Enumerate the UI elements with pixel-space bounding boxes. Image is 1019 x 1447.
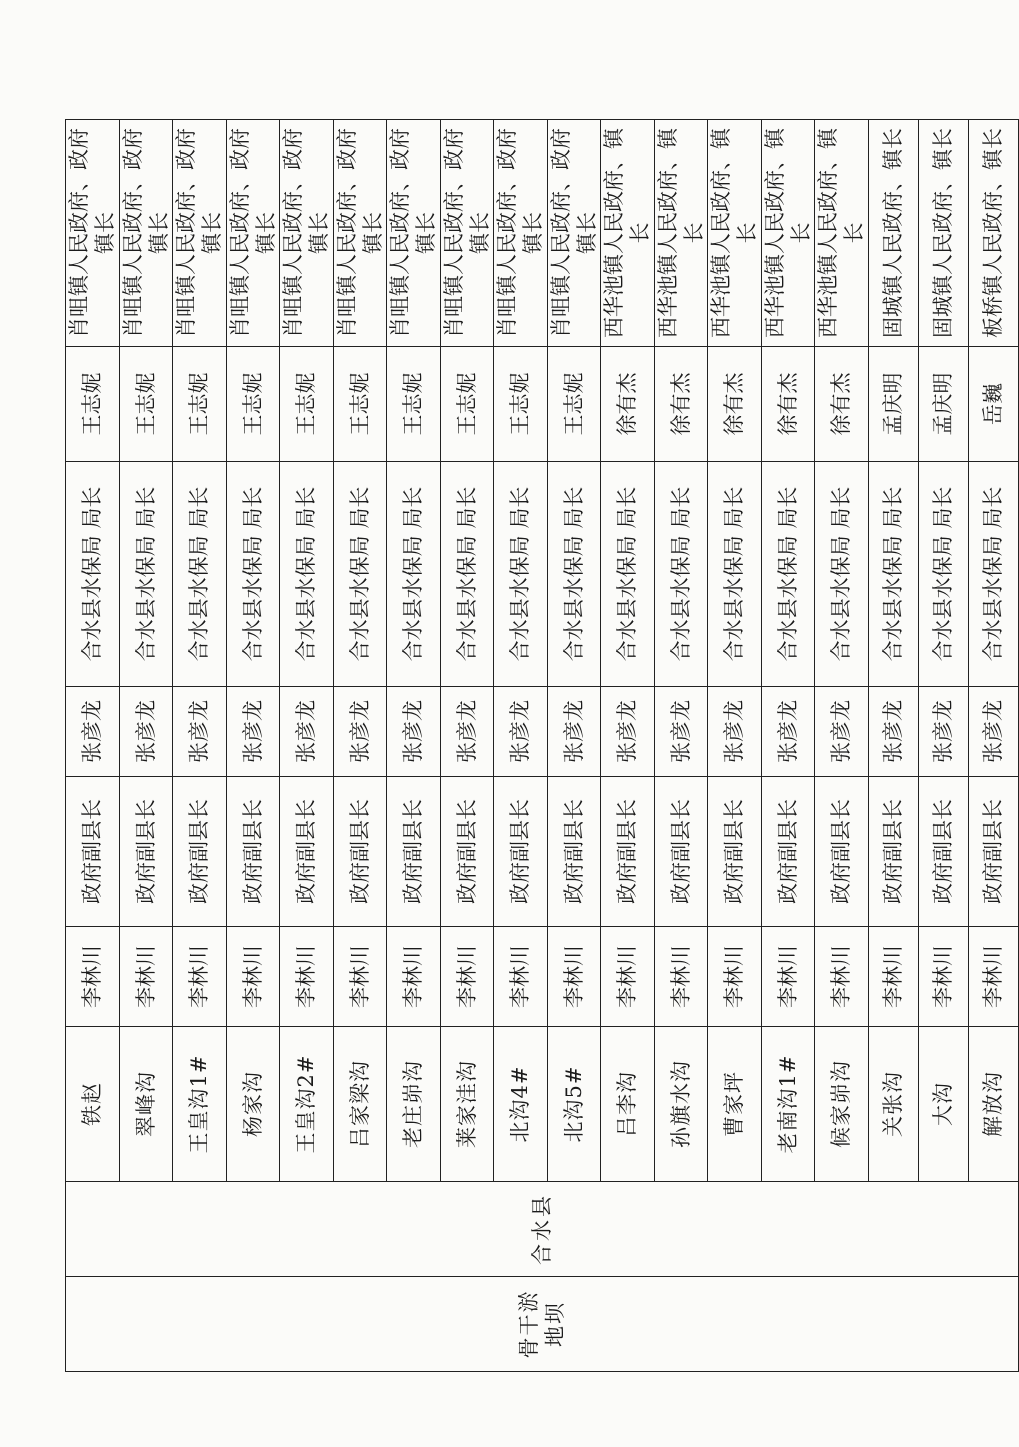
tech-leader-cell: 张彦龙 xyxy=(173,687,227,777)
tech-leader-cell: 张彦龙 xyxy=(119,687,173,777)
tech-leader-title-cell: 合水县水保局 局长 xyxy=(708,462,762,687)
dam-responsibility-table xyxy=(65,119,1019,1372)
dam-name-cell: 解放沟 xyxy=(968,1027,1018,1182)
county-leader-cell: 李林川 xyxy=(387,927,441,1027)
dam-name-cell: 王皇沟2# xyxy=(280,1027,334,1182)
tech-leader-cell: 张彦龙 xyxy=(654,687,708,777)
dam-name-cell: 北沟5# xyxy=(547,1027,601,1182)
tech-leader-title-cell: 合水县水保局 局长 xyxy=(66,462,120,687)
town-leader-title-cell: 固城镇人民政府、镇长 xyxy=(868,120,918,347)
county-leader-cell: 李林川 xyxy=(280,927,334,1027)
town-leader-title-cell: 肖咀镇人民政府、政府镇长 xyxy=(280,120,334,347)
town-leader-title-cell: 肖咀镇人民政府、政府镇长 xyxy=(119,120,173,347)
tech-leader-cell: 张彦龙 xyxy=(968,687,1018,777)
town-leader-cell: 王志妮 xyxy=(119,347,173,462)
tech-leader-title-cell: 合水县水保局 局长 xyxy=(173,462,227,687)
town-leader-cell: 王志妮 xyxy=(387,347,441,462)
county-leader-title-cell: 政府副县长 xyxy=(280,777,334,927)
town-leader-title-cell: 肖咀镇人民政府、政府镇长 xyxy=(547,120,601,347)
tech-leader-cell: 张彦龙 xyxy=(494,687,548,777)
county-leader-cell: 李林川 xyxy=(918,927,968,1027)
county-leader-title-cell: 政府副县长 xyxy=(918,777,968,927)
dam-name-cell: 吕家梁沟 xyxy=(333,1027,387,1182)
dam-name-cell: 老南沟1# xyxy=(761,1027,815,1182)
town-leader-cell: 王志妮 xyxy=(333,347,387,462)
town-leader-title-cell: 肖咀镇人民政府、政府镇长 xyxy=(333,120,387,347)
town-leader-title-cell: 肖咀镇人民政府、政府镇长 xyxy=(66,120,120,347)
tech-leader-title-cell: 合水县水保局 局长 xyxy=(968,462,1018,687)
town-leader-cell: 徐有杰 xyxy=(601,347,655,462)
county-leader-title-cell: 政府副县长 xyxy=(547,777,601,927)
county-leader-cell: 李林川 xyxy=(815,927,869,1027)
tech-leader-cell: 张彦龙 xyxy=(868,687,918,777)
town-leader-title-cell: 肖咀镇人民政府、政府镇长 xyxy=(387,120,441,347)
county-leader-title-cell: 政府副县长 xyxy=(968,777,1018,927)
county-leader-cell: 李林川 xyxy=(547,927,601,1027)
town-leader-cell: 孟庆明 xyxy=(918,347,968,462)
county-leader-cell: 李林川 xyxy=(173,927,227,1027)
town-leader-title-cell: 肖咀镇人民政府、政府镇长 xyxy=(226,120,280,347)
county-leader-title-cell: 政府副县长 xyxy=(66,777,120,927)
rotated-table-frame xyxy=(65,120,1005,1372)
county-leader-title-cell: 政府副县长 xyxy=(494,777,548,927)
county-leader-title-cell: 政府副县长 xyxy=(440,777,494,927)
tech-leader-cell: 张彦龙 xyxy=(815,687,869,777)
county-leader-title-cell: 政府副县长 xyxy=(333,777,387,927)
tech-leader-cell: 张彦龙 xyxy=(761,687,815,777)
tech-leader-title-cell: 合水县水保局 局长 xyxy=(440,462,494,687)
tech-leader-title-cell: 合水县水保局 局长 xyxy=(494,462,548,687)
dam-name-cell: 翠峰沟 xyxy=(119,1027,173,1182)
tech-leader-title-cell: 合水县水保局 局长 xyxy=(333,462,387,687)
town-leader-title-cell: 板桥镇人民政府、镇长 xyxy=(968,120,1018,347)
county-leader-title-cell: 政府副县长 xyxy=(761,777,815,927)
county-leader-title-cell: 政府副县长 xyxy=(654,777,708,927)
town-leader-cell: 孟庆明 xyxy=(868,347,918,462)
town-leader-title-cell: 西华池镇人民政府、镇长 xyxy=(708,120,762,347)
town-leader-title-cell: 西华池镇人民政府、镇长 xyxy=(815,120,869,347)
county-leader-cell: 李林川 xyxy=(761,927,815,1027)
tech-leader-cell: 张彦龙 xyxy=(708,687,762,777)
dam-name-cell: 莱家洼沟 xyxy=(440,1027,494,1182)
tech-leader-cell: 张彦龙 xyxy=(387,687,441,777)
town-leader-cell: 徐有杰 xyxy=(654,347,708,462)
tech-leader-cell: 张彦龙 xyxy=(280,687,334,777)
tech-leader-cell: 张彦龙 xyxy=(333,687,387,777)
dam-name-cell: 大沟 xyxy=(918,1027,968,1182)
dam-name-cell: 孙旗水沟 xyxy=(654,1027,708,1182)
town-leader-title-cell: 肖咀镇人民政府、政府镇长 xyxy=(494,120,548,347)
county-cell: 合水县 xyxy=(66,1182,1019,1277)
dam-name-cell: 关张沟 xyxy=(868,1027,918,1182)
tech-leader-title-cell: 合水县水保局 局长 xyxy=(918,462,968,687)
tech-leader-cell: 张彦龙 xyxy=(226,687,280,777)
town-leader-title-cell: 西华池镇人民政府、镇长 xyxy=(654,120,708,347)
tech-leader-cell: 张彦龙 xyxy=(440,687,494,777)
county-leader-cell: 李林川 xyxy=(440,927,494,1027)
county-leader-cell: 李林川 xyxy=(333,927,387,1027)
dam-name-cell: 杨家沟 xyxy=(226,1027,280,1182)
town-leader-cell: 王志妮 xyxy=(494,347,548,462)
table-body xyxy=(66,120,1019,1372)
town-leader-cell: 王志妮 xyxy=(547,347,601,462)
tech-leader-title-cell: 合水县水保局 局长 xyxy=(280,462,334,687)
county-leader-title-cell: 政府副县长 xyxy=(815,777,869,927)
town-leader-title-cell: 固城镇人民政府、镇长 xyxy=(918,120,968,347)
county-leader-title-cell: 政府副县长 xyxy=(387,777,441,927)
tech-leader-title-cell: 合水县水保局 局长 xyxy=(119,462,173,687)
dam-name-cell: 吕李沟 xyxy=(601,1027,655,1182)
town-leader-cell: 王志妮 xyxy=(66,347,120,462)
tech-leader-title-cell: 合水县水保局 局长 xyxy=(601,462,655,687)
town-leader-cell: 徐有杰 xyxy=(761,347,815,462)
tech-leader-title-cell: 合水县水保局 局长 xyxy=(815,462,869,687)
town-leader-cell: 徐有杰 xyxy=(815,347,869,462)
tech-leader-cell: 张彦龙 xyxy=(601,687,655,777)
town-leader-cell: 徐有杰 xyxy=(708,347,762,462)
town-leader-cell: 王志妮 xyxy=(226,347,280,462)
county-leader-cell: 李林川 xyxy=(654,927,708,1027)
town-leader-cell: 岳巍 xyxy=(968,347,1018,462)
dam-name-cell: 曹家坪 xyxy=(708,1027,762,1182)
dam-name-cell: 铁赵 xyxy=(66,1027,120,1182)
county-leader-cell: 李林川 xyxy=(601,927,655,1027)
county-leader-title-cell: 政府副县长 xyxy=(601,777,655,927)
tech-leader-title-cell: 合水县水保局 局长 xyxy=(761,462,815,687)
dam-name-cell: 老庄峁沟 xyxy=(387,1027,441,1182)
tech-leader-title-cell: 合水县水保局 局长 xyxy=(387,462,441,687)
town-leader-title-cell: 西华池镇人民政府、镇长 xyxy=(601,120,655,347)
tech-leader-cell: 张彦龙 xyxy=(918,687,968,777)
tech-leader-title-cell: 合水县水保局 局长 xyxy=(868,462,918,687)
tech-leader-title-cell: 合水县水保局 局长 xyxy=(654,462,708,687)
dam-name-cell: 王皇沟1# xyxy=(173,1027,227,1182)
table-row xyxy=(66,120,120,1372)
town-leader-title-cell: 肖咀镇人民政府、政府镇长 xyxy=(440,120,494,347)
town-leader-title-cell: 西华池镇人民政府、镇长 xyxy=(761,120,815,347)
town-leader-cell: 王志妮 xyxy=(440,347,494,462)
county-leader-title-cell: 政府副县长 xyxy=(226,777,280,927)
tech-leader-title-cell: 合水县水保局 局长 xyxy=(226,462,280,687)
town-leader-cell: 王志妮 xyxy=(280,347,334,462)
county-leader-cell: 李林川 xyxy=(494,927,548,1027)
tech-leader-title-cell: 合水县水保局 局长 xyxy=(547,462,601,687)
county-leader-cell: 李林川 xyxy=(119,927,173,1027)
county-leader-title-cell: 政府副县长 xyxy=(173,777,227,927)
county-leader-cell: 李林川 xyxy=(66,927,120,1027)
county-leader-cell: 李林川 xyxy=(968,927,1018,1027)
tech-leader-cell: 张彦龙 xyxy=(66,687,120,777)
county-leader-cell: 李林川 xyxy=(868,927,918,1027)
town-leader-cell: 王志妮 xyxy=(173,347,227,462)
dam-type-cell: 骨干淤地坝 xyxy=(66,1277,1019,1372)
town-leader-title-cell: 肖咀镇人民政府、政府镇长 xyxy=(173,120,227,347)
county-leader-title-cell: 政府副县长 xyxy=(119,777,173,927)
county-leader-title-cell: 政府副县长 xyxy=(708,777,762,927)
county-leader-cell: 李林川 xyxy=(226,927,280,1027)
tech-leader-cell: 张彦龙 xyxy=(547,687,601,777)
dam-name-cell: 北沟4# xyxy=(494,1027,548,1182)
county-leader-title-cell: 政府副县长 xyxy=(868,777,918,927)
dam-name-cell: 候家峁沟 xyxy=(815,1027,869,1182)
county-leader-cell: 李林川 xyxy=(708,927,762,1027)
